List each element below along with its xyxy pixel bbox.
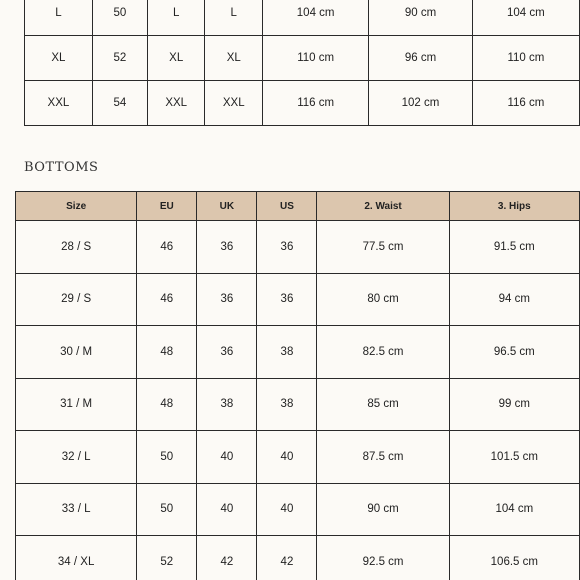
table-cell: 36	[197, 221, 257, 274]
table-cell: L	[25, 0, 93, 36]
table-cell: 48	[137, 326, 197, 379]
table-cell: 106.5 cm	[449, 536, 579, 580]
table-row	[16, 378, 580, 431]
table-cell: 90 cm	[317, 483, 449, 536]
table-cell: 32 / L	[16, 431, 137, 484]
table-cell: 38	[257, 326, 317, 379]
table-cell: 91.5 cm	[449, 221, 579, 274]
table-cell: 36	[197, 273, 257, 326]
table-cell: 96 cm	[369, 36, 472, 81]
table-cell: 30 / M	[16, 326, 137, 379]
table-cell: 38	[257, 378, 317, 431]
column-header: EU	[137, 192, 197, 221]
table-cell: 87.5 cm	[317, 431, 449, 484]
table-cell: 40	[197, 483, 257, 536]
table-cell: 50	[137, 431, 197, 484]
table-row	[16, 483, 580, 536]
table-cell: L	[147, 0, 205, 36]
table-cell: XL	[25, 36, 93, 81]
table-cell: 50	[137, 483, 197, 536]
table-cell: 46	[137, 273, 197, 326]
table-cell: 94 cm	[449, 273, 579, 326]
table-cell: 92.5 cm	[317, 536, 449, 580]
table-row	[25, 0, 580, 36]
table-row	[16, 431, 580, 484]
table-cell: 40	[197, 431, 257, 484]
table-cell: 116 cm	[263, 81, 369, 126]
table-cell: 77.5 cm	[317, 221, 449, 274]
table-cell: 104 cm	[472, 0, 579, 36]
table-cell: 48	[137, 378, 197, 431]
table-row	[16, 273, 580, 326]
table-cell: L	[205, 0, 263, 36]
table-cell: 104 cm	[263, 0, 369, 36]
table-cell: 85 cm	[317, 378, 449, 431]
column-header: UK	[197, 192, 257, 221]
table-cell: 52	[92, 36, 147, 81]
table-cell: XL	[147, 36, 205, 81]
table-row	[16, 221, 580, 274]
table-row	[25, 81, 580, 126]
bottoms-section-title: BOTTOMS	[24, 160, 99, 175]
tops-size-table	[24, 0, 580, 126]
column-header: 2. Waist	[317, 192, 449, 221]
header-row	[16, 192, 580, 221]
table-cell: 82.5 cm	[317, 326, 449, 379]
table-cell: 38	[197, 378, 257, 431]
table-cell: 36	[257, 221, 317, 274]
table-cell: 54	[92, 81, 147, 126]
column-header: 3. Hips	[449, 192, 579, 221]
table-cell: 99 cm	[449, 378, 579, 431]
table-cell: 96.5 cm	[449, 326, 579, 379]
tops-table-body	[25, 0, 580, 126]
table-cell: 80 cm	[317, 273, 449, 326]
table-cell: 40	[257, 483, 317, 536]
table-cell: 29 / S	[16, 273, 137, 326]
table-cell: XL	[205, 36, 263, 81]
table-cell: 40	[257, 431, 317, 484]
table-cell: XXL	[147, 81, 205, 126]
table-cell: 101.5 cm	[449, 431, 579, 484]
table-row	[16, 326, 580, 379]
table-cell: 42	[197, 536, 257, 580]
table-cell: 50	[92, 0, 147, 36]
table-cell: 102 cm	[369, 81, 472, 126]
bottoms-table-body	[16, 221, 580, 580]
table-cell: 110 cm	[472, 36, 579, 81]
table-cell: 34 / XL	[16, 536, 137, 580]
table-cell: 31 / M	[16, 378, 137, 431]
table-cell: 42	[257, 536, 317, 580]
column-header: Size	[16, 192, 137, 221]
table-cell: 116 cm	[472, 81, 579, 126]
table-cell: 36	[197, 326, 257, 379]
table-cell: 33 / L	[16, 483, 137, 536]
table-cell: XXL	[205, 81, 263, 126]
bottoms-table-header	[16, 192, 580, 221]
table-cell: 104 cm	[449, 483, 579, 536]
table-row	[16, 536, 580, 580]
bottoms-size-table	[15, 191, 580, 580]
table-cell: 110 cm	[263, 36, 369, 81]
table-cell: 28 / S	[16, 221, 137, 274]
table-cell: 46	[137, 221, 197, 274]
table-row	[25, 36, 580, 81]
table-cell: 90 cm	[369, 0, 472, 36]
table-cell: 36	[257, 273, 317, 326]
table-cell: XXL	[25, 81, 93, 126]
column-header: US	[257, 192, 317, 221]
table-cell: 52	[137, 536, 197, 580]
